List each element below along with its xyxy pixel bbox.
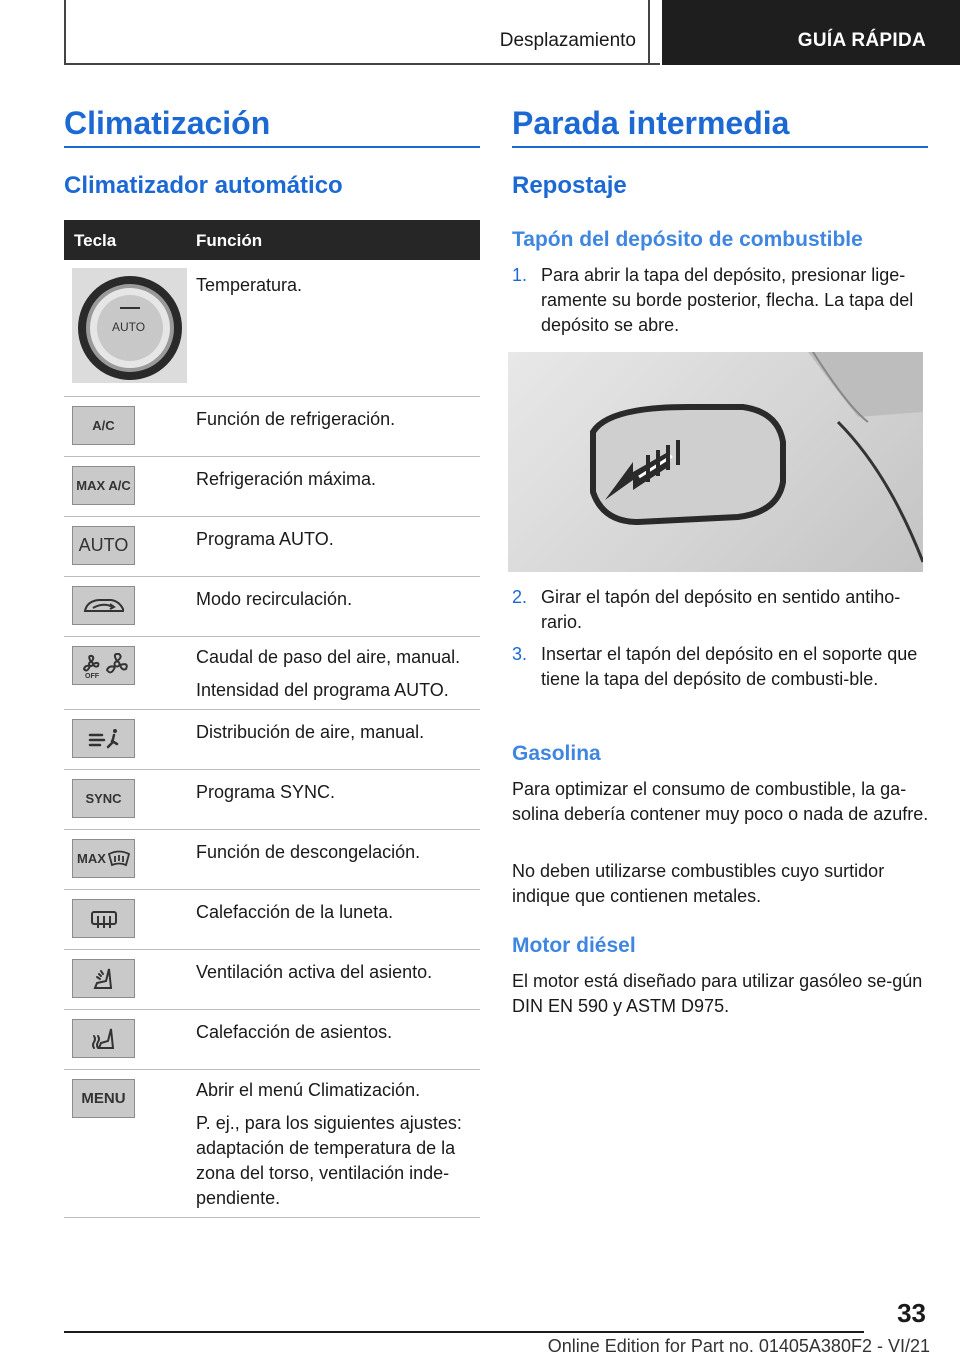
row-function-text: Abrir el menú Climatización. [196,1080,421,1100]
row-function-text: Función de descongelación. [196,842,421,862]
table-row [64,950,480,1010]
header-mid-rule [648,0,650,64]
max-ac-button[interactable]: MAX A/C [72,466,135,505]
header-bottom-rule [64,63,660,65]
left-title: Climatización [64,105,271,141]
dial-auto-label: AUTO [112,320,146,334]
header-left-rule [64,0,66,64]
row-function-text: Calefacción de asientos. [196,1022,393,1042]
row-function-text: Ventilación activa del asiento. [196,962,433,982]
row-function-text: Programa SYNC. [196,782,336,802]
fuel-cap-heading: Tapón del depósito de combustible [512,228,863,251]
row-function-text: Calefacción de la luneta. [196,902,394,922]
table-row [64,577,480,637]
seat-heating-icon [89,1026,119,1052]
air-distribution-button[interactable] [72,719,135,758]
table-row [64,637,480,710]
fuel-flap-image [508,352,923,572]
table-row [64,770,480,830]
right-title-rule [512,146,928,148]
menu-button[interactable]: MENU [72,1079,135,1118]
rear-window-heating-button[interactable] [72,899,135,938]
footer-edition: Online Edition for Part no. 01405A380F2 - VI/21 [547,1336,930,1356]
table-row [64,397,480,457]
seat-ventilation-icon [89,966,119,992]
list-item [512,585,928,635]
row-function-text: Función de refrigeración. [196,409,396,429]
step-number: 2. [512,587,528,607]
step-text: Girar el tapón del depósito en sentido antiho-rario. [541,587,901,632]
table-row [64,260,480,397]
max-defrost-label: MAX [77,851,106,866]
table-header-key: Tecla [74,231,117,250]
page-number: 33 [897,1298,926,1328]
table-header [64,220,480,260]
refuel-heading: Repostaje [512,172,627,199]
air-distribution-icon [84,727,124,751]
table-row [64,1070,480,1218]
row-function-text: Refrigeración máxima. [196,469,377,489]
windshield-defrost-icon [106,848,132,870]
seat-ventilation-button[interactable] [72,959,135,998]
sync-button[interactable]: SYNC [72,779,135,818]
footer-rule [64,1331,864,1333]
row-function-text: Distribución de aire, manual. [196,722,425,742]
step-number: 1. [512,265,528,285]
table-header-function: Función [196,231,263,250]
step-number: 3. [512,644,528,664]
recirculation-icon [81,595,127,617]
table-row [64,890,480,950]
fan-icon [77,653,131,679]
list-item [512,642,928,692]
fan-button[interactable] [72,646,135,685]
row-function-text: P. ej., para los siguientes ajustes: adaptación de temperatura de la zona del torso, ventilación inde-pendiente. [196,1113,462,1208]
step-text: Insertar el tapón del depósito en el soporte que tiene la tapa del depósito de combusti-ble. [541,644,918,689]
temperature-dial-image [72,268,187,383]
auto-button[interactable]: AUTO [72,526,135,565]
ac-button[interactable]: A/C [72,406,135,445]
row-function-text: Modo recirculación. [196,589,353,609]
row-function-text: Temperatura. [196,275,303,295]
header-tab-label: GUÍA RÁPIDA [797,30,926,51]
recirculation-button[interactable] [72,586,135,625]
rear-window-heating-icon [88,908,120,930]
table-row [64,517,480,577]
diesel-paragraph: El motor está diseñado para utilizar gasóleo se-gún DIN EN 590 y ASTM D975. [512,971,923,1016]
max-defrost-button[interactable] [72,839,135,878]
right-title: Parada intermedia [512,105,790,141]
petrol-paragraph-1: Para optimizar el consumo de combustible, la ga-solina debería contener muy poco o nada de azufre. [512,779,929,824]
header-section-label[interactable]: Desplazamiento [499,30,636,51]
diesel-heading: Motor diésel [512,934,636,957]
header-tab-quick-guide[interactable] [662,0,960,65]
step-text: Para abrir la tapa del depósito, presionar lige-ramente su borde posterior, flecha. La tapa del depósito se abre. [541,265,914,335]
left-subtitle: Climatizador automático [64,172,343,199]
petrol-heading: Gasolina [512,742,601,765]
row-function-text: Intensidad del programa AUTO. [196,680,449,700]
table-row [64,830,480,890]
row-function-text: Programa AUTO. [196,529,334,549]
table-row [64,1010,480,1070]
left-title-rule [64,146,480,148]
list-item [512,263,928,338]
table-row [64,710,480,770]
row-function-text: Caudal de paso del aire, manual. [196,647,461,667]
petrol-paragraph-2: No deben utilizarse combustibles cuyo surtidor indique que contienen metales. [512,861,885,906]
seat-heating-button[interactable] [72,1019,135,1058]
table-row [64,457,480,517]
climate-table [64,220,480,1218]
svg-text:OFF: OFF [84,672,99,679]
